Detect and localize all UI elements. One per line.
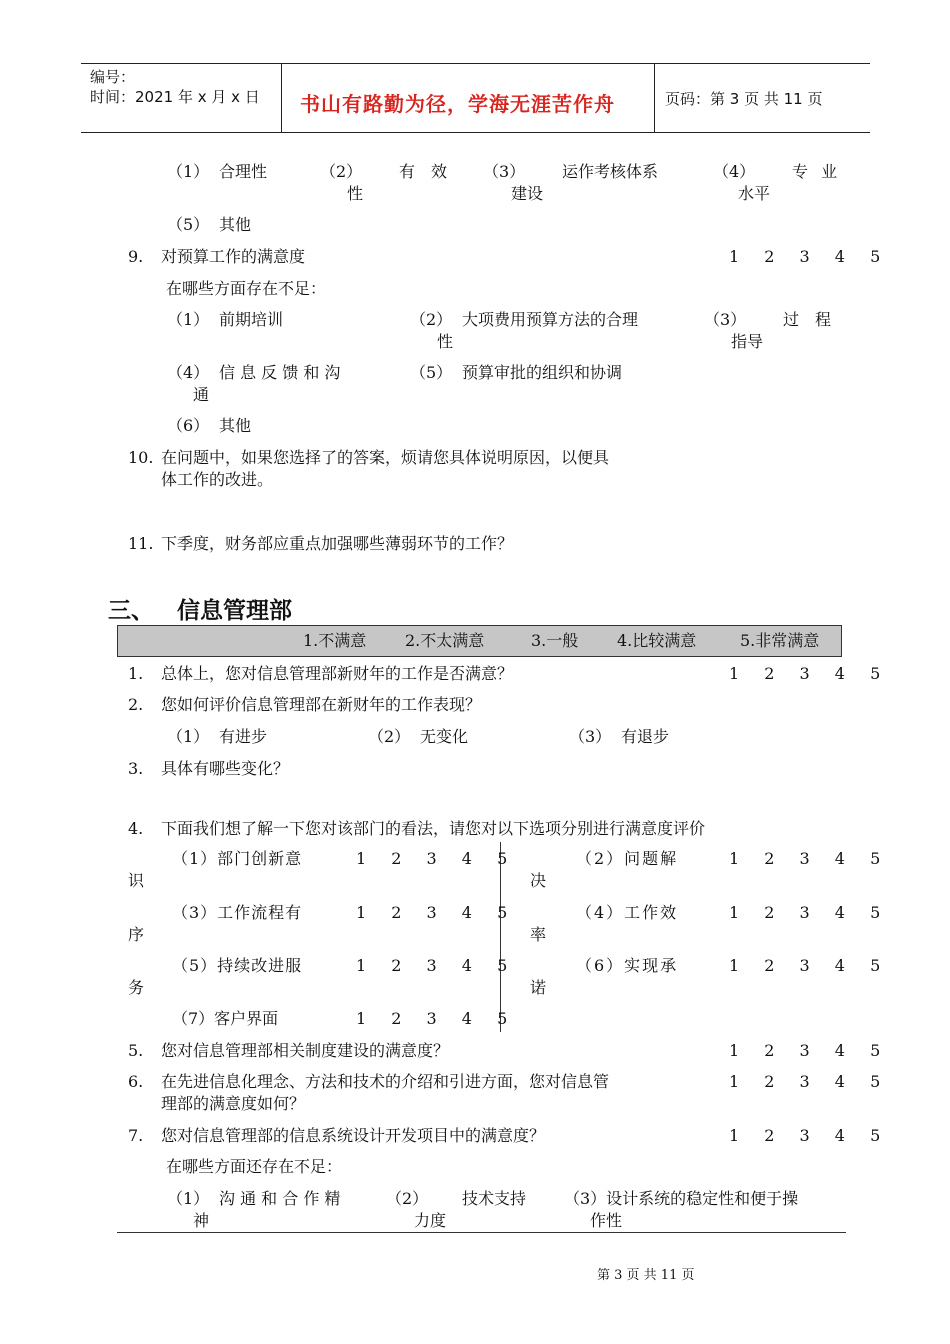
grid-item-label: （4）工作效	[576, 903, 679, 922]
option-number: （4）	[167, 363, 210, 382]
page-footer: 第 3 页 共 11 页	[597, 1268, 695, 1283]
rating-scale: 1 2 3 4 5	[729, 1072, 891, 1091]
bottom-rule	[117, 1232, 846, 1233]
option-number: （3）	[704, 310, 747, 329]
rating-scale: 1 2 3 4 5	[729, 903, 891, 922]
question-number: 9.	[128, 247, 144, 266]
rating-scale: 1 2 3 4 5	[729, 1126, 891, 1145]
question-text: 总体上，您对信息管理部新财年的工作是否满意？	[161, 664, 514, 683]
rating-scale: 1 2 3 4 5	[729, 664, 891, 683]
rating-legend-item: 2.不太满意	[405, 631, 485, 650]
question-number: 4.	[128, 819, 144, 838]
rating-scale: 1 2 3 4 5	[729, 849, 891, 868]
question-text: 您对信息管理部相关制度建设的满意度？	[161, 1041, 450, 1060]
option-number: （1）	[167, 1189, 210, 1208]
grid-item-label-wrap: 识	[128, 871, 145, 890]
grid-item-label-wrap: 务	[128, 978, 145, 997]
option-label: 大项费用预算方法的合理	[462, 310, 639, 329]
grid-item-label: （3）工作流程有	[172, 903, 303, 922]
option-label-wrap: 建设	[511, 184, 544, 203]
option-label: 无变化	[420, 727, 469, 746]
option-number: （2）	[410, 310, 453, 329]
rating-scale: 1 2 3 4 5	[356, 903, 518, 922]
question-text: 对预算工作的满意度	[161, 247, 306, 266]
question-text: 具体有哪些变化？	[161, 759, 290, 778]
option-label: 预算审批的组织和协调	[462, 363, 623, 382]
question-text: 在问题中，如果您选择了的答案，烦请您具体说明原因，以便具	[161, 448, 610, 467]
question-number: 2.	[128, 695, 144, 714]
option-label-wrap: 指导	[731, 332, 764, 351]
question-text: 您如何评价信息管理部在新财年的工作表现？	[161, 695, 482, 714]
rating-legend-item: 5.非常满意	[740, 631, 820, 650]
question-subtext: 在哪些方面存在不足：	[166, 279, 327, 298]
header-page-code: 页码：第 3 页 共 11 页	[665, 90, 823, 108]
grid-item-label: （1）部门创新意	[172, 849, 303, 868]
option-label: 其他	[219, 416, 252, 435]
rating-scale: 1 2 3 4 5	[356, 956, 518, 975]
header-divider	[654, 63, 655, 132]
question-number: 1.	[128, 664, 144, 683]
grid-divider	[500, 842, 501, 1032]
header-divider	[281, 63, 282, 132]
option-number: （2）	[386, 1189, 429, 1208]
option-label: 信 息 反 馈 和 沟	[219, 363, 341, 382]
option-label: 运作考核体系	[562, 162, 659, 181]
option-number: （1）	[167, 162, 210, 181]
option-label: （3）设计系统的稳定性和便于操	[564, 1189, 799, 1208]
section-number: 三、	[108, 598, 154, 624]
question-number: 5.	[128, 1041, 144, 1060]
grid-item-label-wrap: 率	[530, 925, 547, 944]
grid-item-label: （5）持续改进服	[172, 956, 303, 975]
option-number: （5）	[167, 215, 210, 234]
question-text: 体工作的改进。	[161, 470, 274, 489]
grid-item-label-wrap: 序	[128, 925, 145, 944]
question-number: 10.	[128, 448, 154, 467]
grid-item-label-wrap: 诺	[530, 978, 547, 997]
header-time: 时间：2021 年 x 月 x 日	[90, 88, 260, 106]
option-number: （3）	[569, 727, 612, 746]
option-number: （6）	[167, 416, 210, 435]
option-label: 有 效	[399, 162, 448, 181]
header-number: 编号：	[90, 68, 136, 86]
rating-scale: 1 2 3 4 5	[356, 849, 518, 868]
grid-item-label-wrap: 决	[530, 871, 547, 890]
option-label-wrap: 通	[193, 385, 210, 404]
question-text: 在先进信息化理念、方法和技术的介绍和引进方面，您对信息管	[161, 1072, 610, 1091]
option-label-wrap: 水平	[738, 184, 771, 203]
rating-scale: 1 2 3 4 5	[356, 1009, 518, 1028]
option-label: 沟 通 和 合 作 精	[219, 1189, 341, 1208]
header-motto: 书山有路勤为径，学海无涯苦作舟	[300, 92, 615, 116]
question-text: 下面我们想了解一下您对该部门的看法，请您对以下选项分别进行满意度评价	[161, 819, 706, 838]
rating-legend-item: 3.一般	[531, 631, 579, 650]
option-label-wrap: 神	[193, 1211, 210, 1230]
question-text: 理部的满意度如何？	[161, 1094, 306, 1113]
grid-item-label: （7）客户界面	[172, 1009, 279, 1028]
option-number: （5）	[410, 363, 453, 382]
option-label: 专 业	[792, 162, 842, 181]
option-label: 技术支持	[462, 1189, 527, 1208]
grid-item-label: （2）问题解	[576, 849, 679, 868]
section-title: 信息管理部	[177, 598, 292, 624]
question-text: 您对信息管理部的信息系统设计开发项目中的满意度？	[161, 1126, 546, 1145]
option-number: （1）	[167, 727, 210, 746]
option-number: （2）	[368, 727, 411, 746]
question-number: 11.	[128, 534, 154, 553]
rating-scale: 1 2 3 4 5	[729, 247, 891, 266]
option-label-wrap: 性	[347, 184, 364, 203]
option-number: （2）	[320, 162, 363, 181]
question-number: 6.	[128, 1072, 144, 1091]
question-text: 下季度，财务部应重点加强哪些薄弱环节的工作？	[161, 534, 514, 553]
question-number: 7.	[128, 1126, 144, 1145]
rating-scale: 1 2 3 4 5	[729, 956, 891, 975]
option-number: （1）	[167, 310, 210, 329]
question-number: 3.	[128, 759, 144, 778]
option-number: （3）	[483, 162, 526, 181]
rating-legend-item: 4.比较满意	[617, 631, 697, 650]
option-label: 有退步	[621, 727, 670, 746]
grid-item-label: （6）实现承	[576, 956, 679, 975]
rating-scale: 1 2 3 4 5	[729, 1041, 891, 1060]
option-label: 前期培训	[219, 310, 284, 329]
option-label-wrap: 性	[437, 332, 454, 351]
option-label: 过 程	[783, 310, 832, 329]
option-label: 合理性	[219, 162, 268, 181]
option-label: 有进步	[219, 727, 268, 746]
option-label: 其他	[219, 215, 252, 234]
option-number: （4）	[713, 162, 756, 181]
option-label-wrap: 力度	[414, 1211, 447, 1230]
option-label-wrap: 作性	[590, 1211, 623, 1230]
question-subtext: 在哪些方面还存在不足：	[166, 1157, 343, 1176]
rating-legend-item: 1.不满意	[303, 631, 367, 650]
